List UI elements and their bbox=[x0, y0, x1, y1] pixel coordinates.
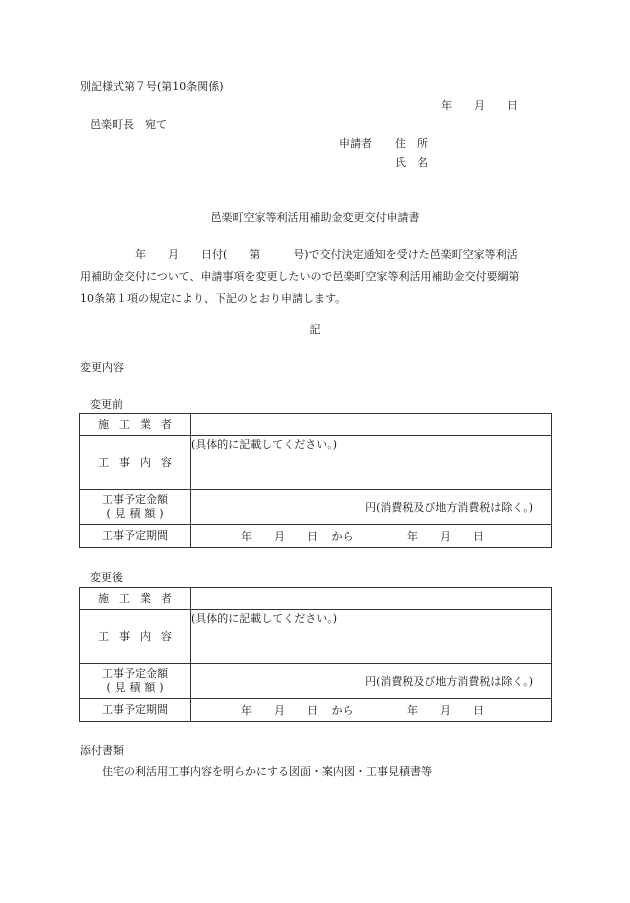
name-label: 氏 名 bbox=[395, 156, 428, 169]
period-from: から bbox=[331, 530, 354, 543]
work-note: (具体的に記載してください。) bbox=[191, 610, 552, 664]
body-line-2: 用補助金交付について、申請事項を変更したいので邑楽町空家等利活用補助金交付要綱第 bbox=[80, 270, 520, 283]
period-label: 工事予定期間 bbox=[80, 699, 191, 722]
amount-label bbox=[80, 490, 191, 525]
date-line: 年 月 日 bbox=[441, 99, 518, 112]
amount-label-2: (見積額) bbox=[106, 507, 168, 520]
period-row bbox=[80, 525, 552, 548]
body-line-3: 10条第１項の規定により、下記のとおり申請します。 bbox=[80, 292, 347, 305]
period-end: 年 月 日 bbox=[407, 704, 484, 717]
before-heading: 変更前 bbox=[90, 398, 123, 411]
contractor-label: 施工業者 bbox=[80, 414, 191, 436]
work-row bbox=[80, 610, 552, 664]
period-end: 年 月 日 bbox=[407, 530, 484, 543]
contractor-row bbox=[80, 414, 552, 436]
work-row bbox=[80, 436, 552, 490]
period-from: から bbox=[331, 704, 354, 717]
amount-label-2: (見積額) bbox=[106, 681, 168, 694]
amount-label-1: 工事予定金額 bbox=[102, 667, 168, 680]
address-label: 住 所 bbox=[395, 137, 428, 150]
contractor-value bbox=[191, 588, 552, 610]
addressee: 邑楽町長 宛て bbox=[90, 118, 167, 131]
applicant-label: 申請者 bbox=[339, 137, 372, 150]
amount-value: 円(消費税及び地方消費税は除く。) bbox=[191, 664, 552, 699]
period-value bbox=[191, 525, 552, 548]
contractor-row bbox=[80, 588, 552, 610]
amount-row bbox=[80, 664, 552, 699]
after-heading: 変更後 bbox=[90, 571, 123, 584]
contractor-value bbox=[191, 414, 552, 436]
after-table bbox=[79, 587, 552, 722]
period-label: 工事予定期間 bbox=[80, 525, 191, 548]
attachments-heading: 添付書類 bbox=[80, 744, 124, 757]
ki-heading: 記 bbox=[309, 323, 321, 336]
work-label: 工事内容 bbox=[80, 610, 191, 664]
period-start: 年 月 日 bbox=[241, 704, 318, 717]
contractor-label: 施工業者 bbox=[80, 588, 191, 610]
attachments-item: 住宅の利活用工事内容を明らかにする図面・案内図・工事見積書等 bbox=[102, 765, 432, 778]
period-row bbox=[80, 699, 552, 722]
before-table bbox=[79, 413, 552, 548]
document-title: 邑楽町空家等利活用補助金変更交付申請書 bbox=[210, 211, 420, 224]
period-value bbox=[191, 699, 552, 722]
period-start: 年 月 日 bbox=[241, 530, 318, 543]
body-paragraph bbox=[80, 244, 552, 310]
amount-label-1: 工事予定金額 bbox=[102, 493, 168, 506]
amount-row bbox=[80, 490, 552, 525]
form-number-label: 別記様式第７号(第10条関係) bbox=[80, 80, 224, 93]
body-line-1: 年 月 日付( 第 号)で交付決定通知を受けた邑楽町空家等利活 bbox=[80, 248, 518, 261]
work-label: 工事内容 bbox=[80, 436, 191, 490]
amount-label bbox=[80, 664, 191, 699]
work-note: (具体的に記載してください。) bbox=[191, 436, 552, 490]
change-heading: 変更内容 bbox=[80, 361, 124, 374]
amount-value: 円(消費税及び地方消費税は除く。) bbox=[191, 490, 552, 525]
